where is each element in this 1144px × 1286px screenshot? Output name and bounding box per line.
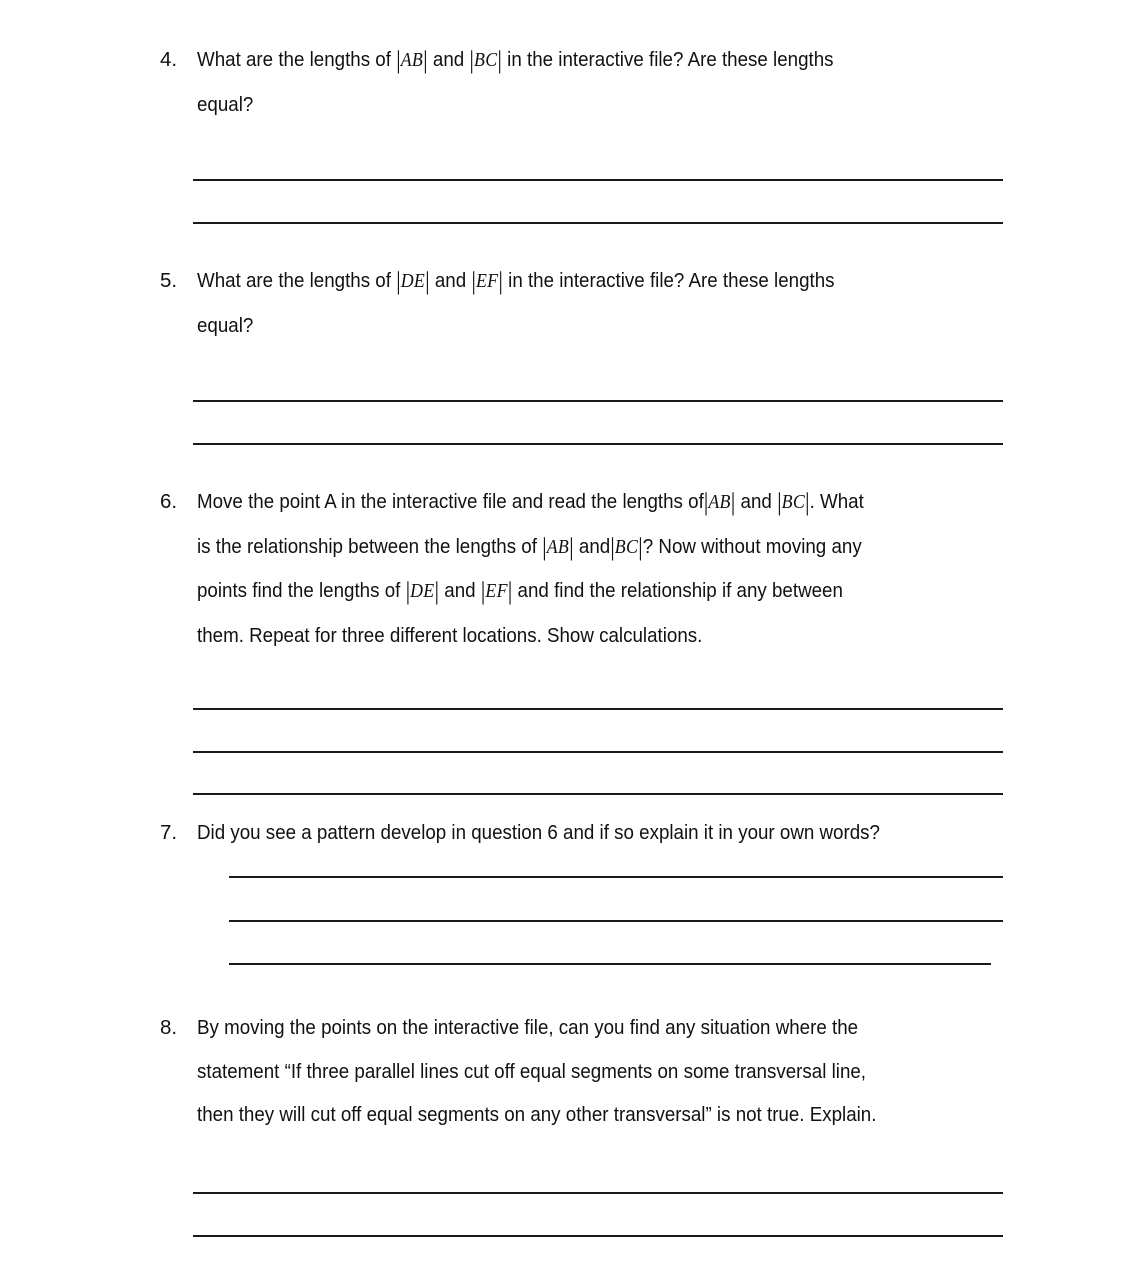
text-run: By moving the points on the interactive file, can you find any situation where the (197, 1016, 859, 1039)
text-run: and (735, 490, 778, 513)
text-run: ? Now without moving any (642, 534, 862, 558)
math-segment-notation (469, 47, 502, 74)
question-text-line (197, 304, 936, 348)
answer-line[interactable] (193, 179, 1003, 181)
question-number: 6. (160, 490, 178, 513)
question-number: 5. (160, 269, 178, 292)
question-6 (160, 480, 1005, 657)
text-run: and (429, 269, 472, 292)
abs-bar-icon: | (610, 533, 615, 561)
abs-bar-icon: | (805, 489, 810, 516)
segment-label: BC (781, 492, 806, 513)
segment-label: AB (400, 50, 424, 71)
abs-bar-icon: | (423, 47, 428, 74)
answer-line[interactable] (229, 920, 1003, 922)
question-5 (160, 259, 1005, 347)
answer-line[interactable] (193, 1235, 1003, 1237)
question-row (160, 1006, 1005, 1137)
question-row (160, 811, 1005, 855)
math-segment-notation (471, 268, 503, 295)
text-run: statement “If three parallel lines cut off equal segments on some transversal line, (197, 1059, 867, 1083)
question-number: 7. (160, 821, 178, 844)
question-text-line (197, 614, 936, 658)
question-text (197, 1006, 1005, 1137)
text-run: What are the lengths of (197, 48, 397, 71)
answer-line[interactable] (229, 963, 991, 965)
question-text-line (197, 83, 936, 127)
abs-bar-icon: | (396, 47, 401, 74)
abs-bar-icon: | (425, 268, 430, 295)
segment-label: BC (614, 536, 639, 558)
text-run: and find the relationship if any between (512, 579, 843, 602)
abs-bar-icon: | (730, 489, 736, 516)
text-run: is the relationship between the lengths of (197, 534, 543, 558)
question-text (197, 38, 1005, 126)
segment-label: AB (546, 536, 570, 558)
answer-line[interactable] (193, 222, 1003, 224)
math-segment-notation (610, 533, 643, 561)
abs-bar-icon: | (507, 578, 513, 605)
answer-line[interactable] (193, 751, 1003, 753)
question-text-line (197, 38, 936, 83)
abs-bar-icon: | (469, 47, 475, 74)
question-text (197, 480, 1005, 657)
abs-bar-icon: | (405, 578, 411, 605)
abs-bar-icon: | (471, 268, 476, 295)
text-run: Move the point A in the interactive file and read the lengths of (197, 490, 704, 513)
question-text-line (197, 480, 936, 525)
math-segment-notation (405, 578, 440, 605)
abs-bar-icon: | (497, 47, 502, 74)
segment-label: DE (400, 271, 426, 292)
answer-line[interactable] (193, 443, 1003, 445)
question-number: 8. (160, 1016, 178, 1039)
answer-line[interactable] (193, 400, 1003, 402)
question-row (160, 259, 1005, 347)
question-number: 4. (160, 48, 178, 71)
text-run: in the interactive file? Are these lengths (501, 48, 834, 71)
text-run: equal? (197, 313, 254, 337)
question-text-line (197, 1050, 936, 1094)
text-run: Did you see a pattern develop in question 6 and if so explain it in your own words? (197, 821, 880, 844)
abs-bar-icon: | (703, 489, 709, 516)
abs-bar-icon: | (777, 489, 782, 516)
answer-line[interactable] (193, 1192, 1003, 1194)
math-segment-notation (777, 489, 810, 516)
question-text-line (197, 1006, 936, 1050)
text-run: and (439, 579, 481, 602)
abs-bar-icon: | (498, 268, 503, 295)
segment-label: EF (475, 271, 499, 292)
question-text-line (197, 811, 936, 855)
answer-line[interactable] (193, 793, 1003, 795)
question-text-line (197, 259, 936, 304)
abs-bar-icon: | (638, 533, 643, 561)
text-run: points find the lengths of (197, 579, 406, 602)
math-segment-notation (396, 47, 428, 74)
math-segment-notation (703, 489, 736, 516)
segment-label: EF (485, 581, 508, 602)
abs-bar-icon: | (480, 578, 486, 605)
math-segment-notation (480, 578, 513, 605)
text-run: and (427, 48, 470, 71)
answer-line[interactable] (193, 708, 1003, 710)
text-run: them. Repeat for three different locations. Show calculations. (197, 623, 703, 647)
text-run: What are the lengths of (197, 269, 397, 292)
text-run: in the interactive file? Are these lengths (502, 269, 835, 292)
question-7 (160, 811, 1005, 855)
segment-label: BC (474, 50, 498, 71)
segment-label: AB (708, 492, 731, 513)
question-text (197, 811, 1005, 855)
math-segment-notation (542, 533, 574, 561)
segment-label: DE (410, 581, 435, 602)
question-text-line (197, 569, 936, 614)
question-8 (160, 1006, 1005, 1137)
question-row (160, 38, 1005, 126)
question-text (197, 259, 1005, 347)
question-4 (160, 38, 1005, 126)
abs-bar-icon: | (434, 578, 440, 605)
question-text-line (197, 525, 936, 570)
text-run: . What (809, 490, 864, 513)
question-text-line (197, 1093, 936, 1137)
math-segment-notation (396, 268, 430, 295)
abs-bar-icon: | (396, 268, 401, 295)
text-run: and (573, 534, 611, 558)
abs-bar-icon: | (542, 533, 547, 561)
text-run: equal? (197, 92, 254, 116)
abs-bar-icon: | (569, 533, 574, 561)
text-run: then they will cut off equal segments on any other transversal” is not true. Explain. (197, 1103, 877, 1126)
question-row (160, 480, 1005, 657)
answer-line[interactable] (229, 876, 1003, 878)
